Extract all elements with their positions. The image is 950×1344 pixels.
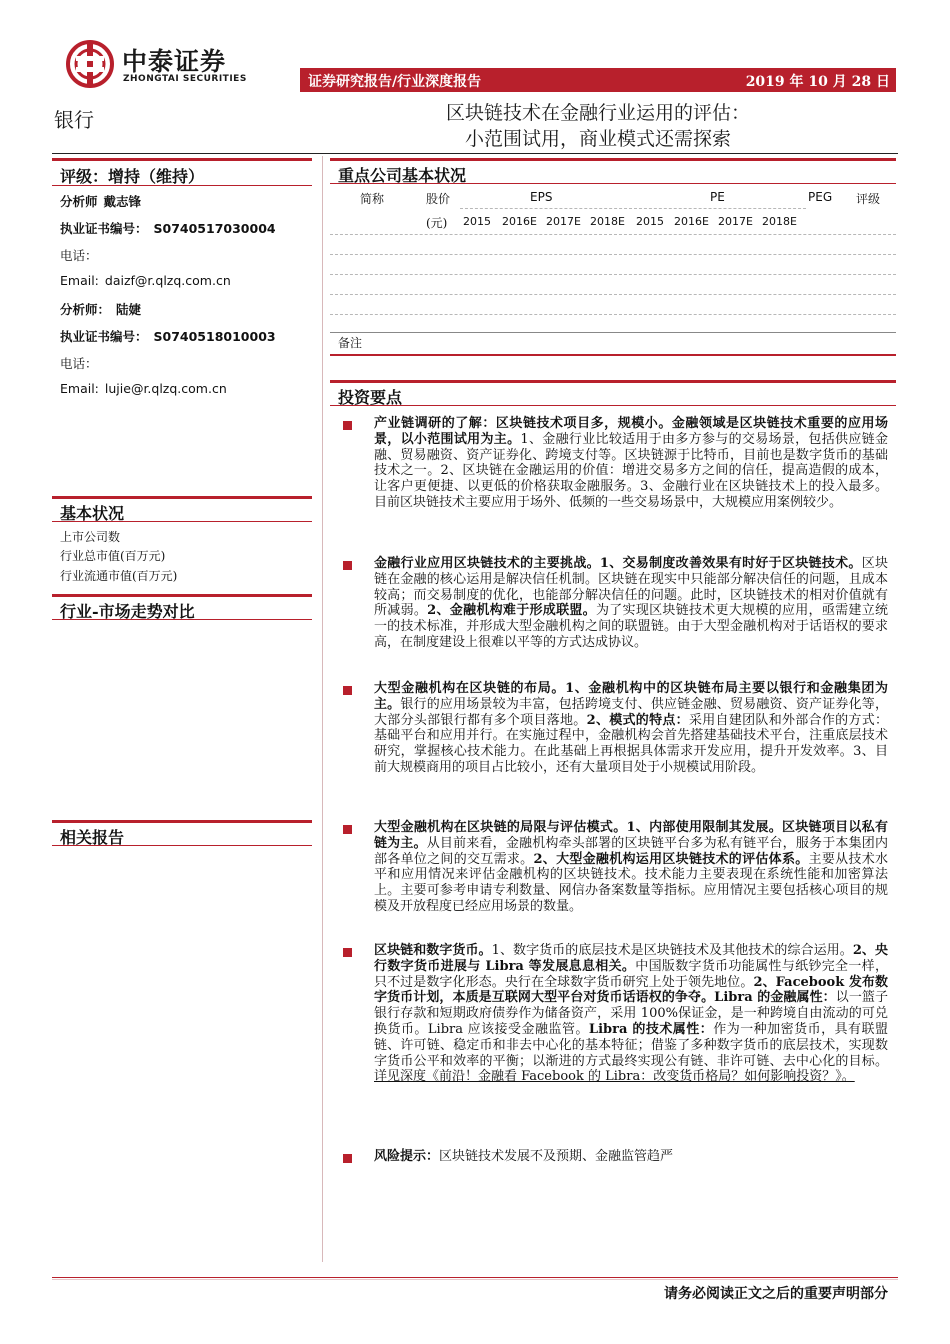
company-table xyxy=(330,186,896,332)
report-date: 2019 年 10 月 28 日 xyxy=(745,74,890,90)
company-logo xyxy=(66,40,266,90)
eps-year: 2018E xyxy=(590,215,625,228)
analyst-name: 戴志锋 xyxy=(103,194,142,209)
bullet-icon xyxy=(342,420,354,432)
related-report-link[interactable]: 详见深度《前沿！金融看 Facebook 的 Libra：改变货币格局？如何影响投资？》。 xyxy=(374,1069,855,1085)
table-note-line xyxy=(330,354,896,356)
logo-en-text: ZHONGTAI SECURITIES xyxy=(123,74,247,84)
footer-disclaimer: 请务必阅读正文之后的重要声明部分 xyxy=(664,1286,888,1302)
point-digital-currency: 区块链和数字货币。1、数字货币的底层技术是区块链技术及其他技术的综合运用。2、央行数字货币进展与 Libra 等发展息息相关。中国版数字货币功能属性与纸钞完全一样，只不过是数字化形态。央行在全球数字货币研究上处于领先地位。2、Facebook 发布数字货币计划，本质是互联网大型平台对货币话语权的争夺。Libra 的金融属性：以一篮子银行存款和短期政府债券作为储备资产，采用 100%保证金，是一种跨境自由流动的可兑换货币。Libra 应该接受金融监管。Libra 的技术属性：作为一种加密货币，具有联盟链、许可链、稳定币和非去中心化的基本特征；借鉴了多种数字货币的底层技术，实现数字货币公平和效率的平衡；以渐进的方式最终实现公有链、非许可链、去中心化的目标。详见深度《前沿！金融看 Facebook 的 Libra：改变货币格局？如何影响投资？》。 xyxy=(374,943,888,1085)
col-group-eps: EPS xyxy=(530,190,553,204)
pe-year: 2018E xyxy=(762,215,797,228)
analyst-label: 分析师 xyxy=(60,194,98,209)
phone-label: 电话： xyxy=(60,356,98,371)
eps-year: 2017E xyxy=(546,215,581,228)
rating-text: 评级：增持（维持） xyxy=(60,167,205,186)
analyst-2-cert-row xyxy=(60,327,276,345)
header-divider xyxy=(52,153,898,154)
col-rating: 评级 xyxy=(856,192,881,206)
basic-row: 上市公司数 xyxy=(60,530,121,544)
section-title: 投资要点 xyxy=(338,388,403,407)
bullet-icon xyxy=(342,685,354,697)
industry-label: 银行 xyxy=(54,108,94,132)
analyst-1-cert-row xyxy=(60,219,276,237)
section-title: 重点公司基本状况 xyxy=(338,166,467,185)
report-type: 证券研究报告/行业深度报告 xyxy=(308,74,482,90)
analyst-name: 陆婕 xyxy=(116,302,142,317)
col-price-unit: (元) xyxy=(426,216,448,230)
analyst-1-email-row xyxy=(60,273,231,288)
section-title: 基本状况 xyxy=(60,504,125,523)
email-link[interactable]: lujie@r.qlzq.com.cn xyxy=(104,381,227,396)
table-grid-line xyxy=(330,314,896,315)
pe-year: 2016E xyxy=(674,215,709,228)
point-main-challenges: 金融行业应用区块链技术的主要挑战。1、交易制度改善效果有时好于区块链技术。区块链在金融的核心运用是解决信任机制。区块链在现实中只能部分解决信任的问题，且成本较高；而交易制度的优化，也能部分解决信任的问题。此时，区块链技术的相对价值就有所减弱。2、金融机构难于形成联盟。为了实现区块链技术更大规模的应用，亟需建立统一的技术标准，并形成大型金融机构之间的联盟链。由于大型金融机构对于话语权的要求高，在制度建设上很难以平等的方式达成协议。 xyxy=(374,556,888,650)
section-title: 相关报告 xyxy=(60,828,125,847)
col-name: 简称 xyxy=(360,192,385,206)
report-type-bar xyxy=(300,68,896,92)
footer-divider-light xyxy=(52,1279,898,1280)
footer-divider xyxy=(52,1277,898,1278)
report-title-line2: 小范围试用，商业模式还需探索 xyxy=(464,128,731,150)
table-grid-line xyxy=(330,254,896,255)
cert-number: S0740517030004 xyxy=(153,221,276,236)
point-industry-chain: 产业链调研的了解：区块链技术项目多，规模小。金融领域是区块链技术重要的应用场景，以小范围试用为主。1、金融行业比较适用于由多方参与的交易场景，包括供应链金融、贸易融资、资产证券化、跨境支付等。区块链源于比特币，目前也是数字货币的基础技术之一。2、区块链在金融运用的价值：增进交易多方之间的信任，提高造假的成本，让客户更便捷、以更低的价格获取金融服务。3、金融行业在区块链技术上的投入最多。目前区块链技术主要应用于场外、低频的一些交易场景中，大规模应用案例较少。 xyxy=(374,416,888,510)
zhongtai-logo-icon xyxy=(66,40,114,88)
table-grid-line xyxy=(460,208,806,209)
rating-box xyxy=(52,158,312,186)
basic-row: 行业总市值(百万元) xyxy=(60,549,166,563)
bullet-icon xyxy=(342,824,354,836)
eps-year: 2015 xyxy=(463,215,491,228)
point-limits-evaluation: 大型金融机构在区块链的局限与评估模式。1、内部使用限制其发展。区块链项目以私有链为主。从目前来看，金融机构牵头部署的区块链平台多为私有链平台，服务于本集团内部各单位之间的交互需求。2、大型金融机构运用区块链技术的评估体系。主要从技术水平和应用情况来评估金融机构的区块链技术。技术能力主要表现在系统性能和加密算法上。主要可参考申请专利数量、网信办备案数量等指标。应用情况主要包括核心项目的规模及开放程度已经应用场景的数量。 xyxy=(374,820,888,914)
table-grid-line xyxy=(330,294,896,295)
cert-label: 执业证书编号： xyxy=(60,221,148,236)
basic-status-header xyxy=(52,496,312,522)
table-grid-line xyxy=(330,274,896,275)
analyst-1-name-row xyxy=(60,192,141,210)
eps-year: 2016E xyxy=(502,215,537,228)
bullet-icon xyxy=(342,947,354,959)
analyst-label: 分析师： xyxy=(60,302,111,317)
col-peg: PEG xyxy=(808,190,833,204)
email-label: Email: xyxy=(60,273,99,288)
basic-row: 行业流通市值(百万元) xyxy=(60,569,178,583)
company-table-header xyxy=(330,158,896,184)
bullet-icon xyxy=(342,560,354,572)
cert-label: 执业证书编号： xyxy=(60,329,148,344)
point-institution-layout: 大型金融机构在区块链的布局。1、金融机构中的区块链布局主要以银行和金融集团为主。银行的应用场景较为丰富，包括跨境支付、供应链金融、贸易融资、资产证券化等，大部分头部银行都有多个项目落地。2、模式的特点：采用自建团队和外部合作的方式：基础平台和应用并行。在实施过程中，金融机构会首先搭建基础技术平台，注重底层技术研究，掌握核心技术能力。在此基础上再根据具体需求开发应用，提升开发效率。3、目前大规模商用的项目占比较小，还有大量项目处于小规模试用阶段。 xyxy=(374,681,888,775)
pe-year: 2017E xyxy=(718,215,753,228)
pe-year: 2015 xyxy=(636,215,664,228)
report-title-line1: 区块链技术在金融行业运用的评估： xyxy=(445,102,750,124)
analyst-2-phone-row xyxy=(60,354,98,372)
logo-cn-text: 中泰证券 xyxy=(122,47,227,76)
investment-header xyxy=(330,380,896,406)
point-risk-warning: 风险提示：区块链技术发展不及预期、金融监管趋严 xyxy=(374,1149,674,1164)
related-reports-header xyxy=(52,820,312,846)
table-bottom-line xyxy=(330,332,896,333)
section-title: 行业-市场走势对比 xyxy=(60,602,195,621)
table-grid-line xyxy=(330,234,896,235)
email-label: Email: xyxy=(60,381,99,396)
email-link[interactable]: daizf@r.qlzq.com.cn xyxy=(104,273,231,288)
column-divider xyxy=(322,156,323,1262)
table-note: 备注 xyxy=(338,336,363,350)
col-group-pe: PE xyxy=(710,190,725,204)
analyst-2-email-row xyxy=(60,381,227,396)
analyst-1-phone-row xyxy=(60,246,98,264)
trend-header xyxy=(52,594,312,620)
phone-label: 电话： xyxy=(60,248,98,263)
bullet-icon xyxy=(342,1153,354,1165)
analyst-2-name-row xyxy=(60,300,141,318)
cert-number: S0740518010003 xyxy=(153,329,276,344)
col-price: 股价 xyxy=(426,192,451,206)
